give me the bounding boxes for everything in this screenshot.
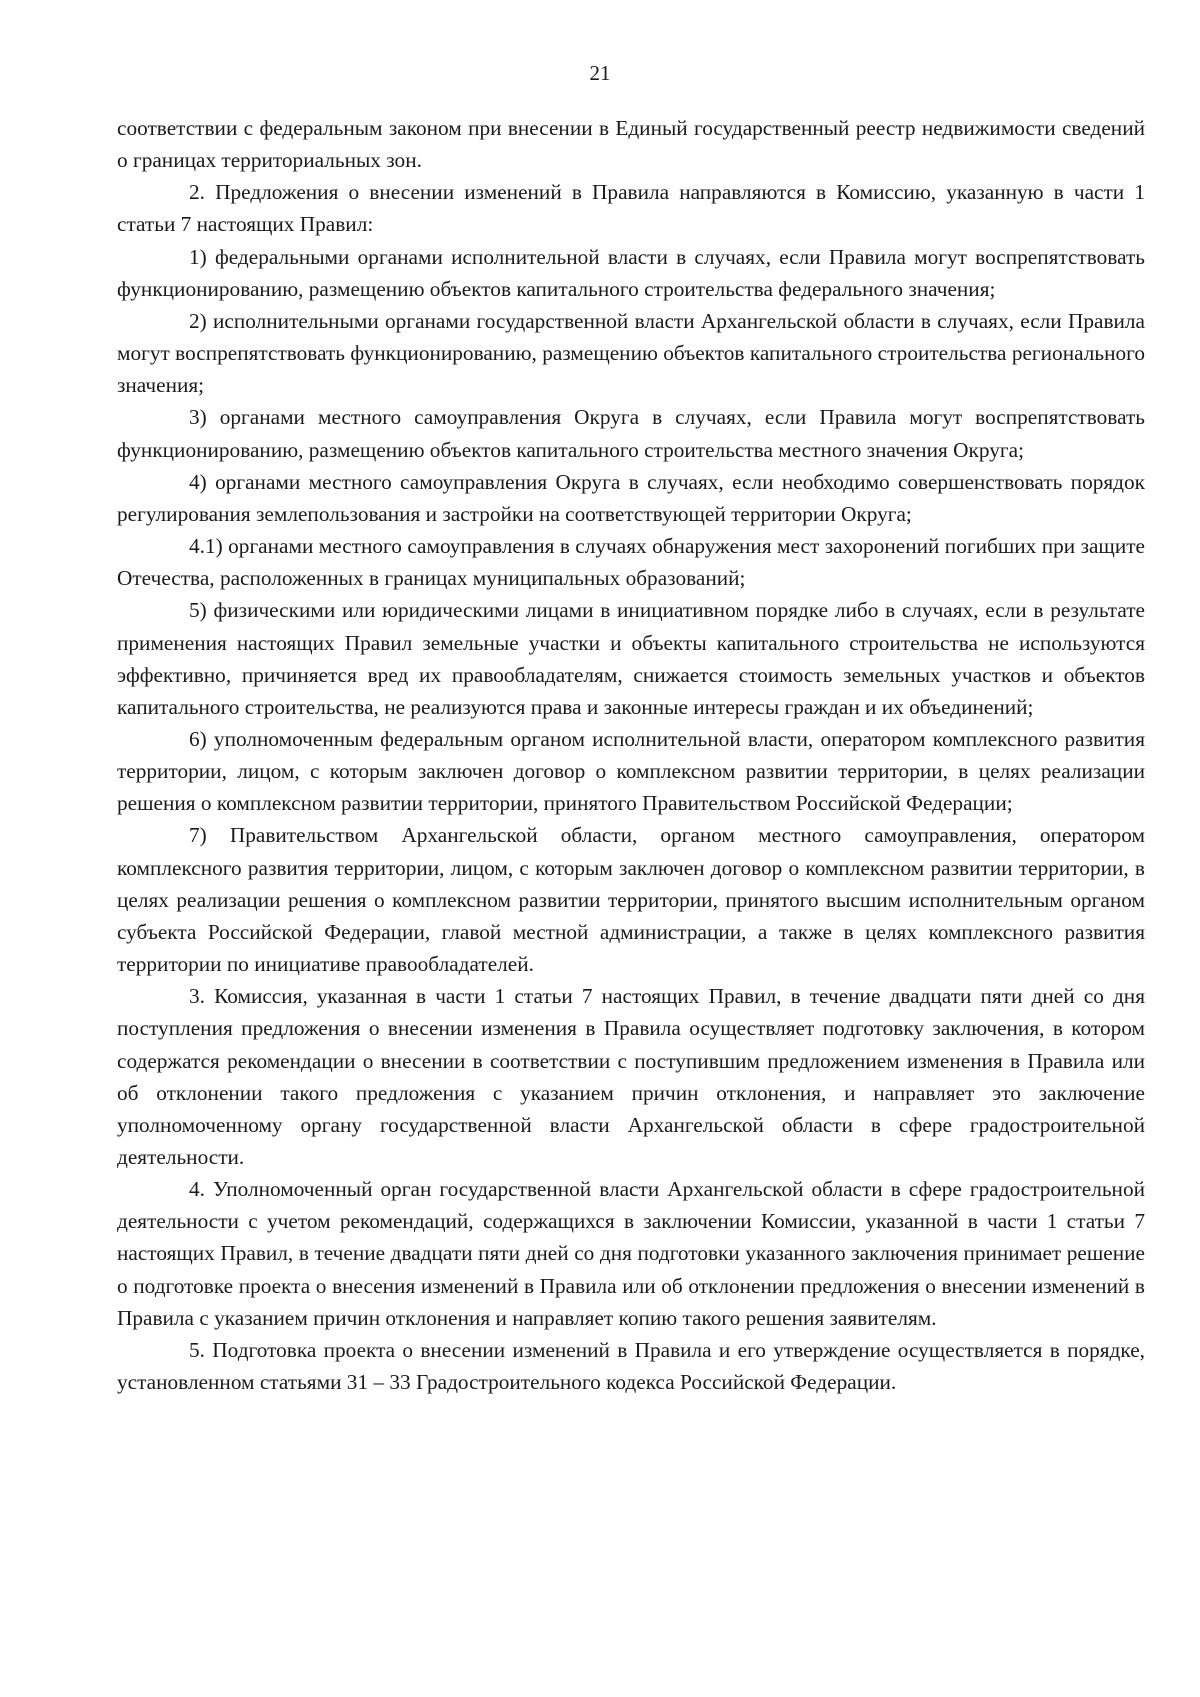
list-item-1: 1) федеральными органами исполнительной власти в случаях, если Правила могут воспрепятствовать функционированию, размещению объектов капитального строительства федерального значения; <box>117 244 1145 301</box>
paragraph-item-5: 5. Подготовка проекта о внесении изменений в Правила и его утверждение осуществляется в порядке, установленном статьями 31 – 33 Градостроительного кодекса Российской Федерации. <box>117 1337 1145 1395</box>
paragraph-item-4: 4. Уполномоченный орган государственной власти Архангельской области в сфере градостроительной деятельности с учетом рекомендаций, содержащихся в заключении Комиссии, указанной в части 1 статьи 7 настоящих Правил, в течение двадцати пяти дней со дня подготовки указанного заключения принимает решение о подготовке проекта о внесения изменений в Правила или об отклонении предложения о внесении изменений в Правила с указанием причин отклонения и направляет копию такого решения заявителям. <box>117 1177 1145 1330</box>
list-item-3: 3) органами местного самоуправления Округа в случаях, если Правила могут воспрепятствовать функционированию, размещению объектов капитального строительства местного значения Округа; <box>117 405 1145 462</box>
list-item-5: 5) физическими или юридическими лицами в инициативном порядке либо в случаях, если в результате применения настоящих Правил земельные участки и объекты капитального строительства не используются эффективно, причиняется вред их правообладателям, снижается стоимость земельных участков и объектов капитального строительства, не реализуются права и законные интересы граждан и их объединений; <box>117 598 1145 719</box>
list-item-4: 4) органами местного самоуправления Округа в случаях, если необходимо совершенствовать порядок регулирования землепользования и застройки на соответствующей территории Округа; <box>117 469 1145 526</box>
list-item-6: 6) уполномоченным федеральным органом исполнительной власти, оператором комплексного развития территории, лицом, с которым заключен договор о комплексном развитии территории, в целях реализации решения о комплексном развитии территории, принятого Правительством Российской Федерации; <box>117 726 1145 816</box>
paragraph-item-3: 3. Комиссия, указанная в части 1 статьи 7 настоящих Правил, в течение двадцати пяти дней со дня поступления предложения о внесении изменения в Правила осуществляет подготовку заключения, в котором содержатся рекомендации о внесении в соответствии с поступившим предложением изменения в Правила или об отклонении такого предложения с указанием причин отклонения, и направляет это заключение уполномоченному органу государственной власти Архангельской области в сфере градостроительной деятельности. <box>117 984 1145 1169</box>
page-number: 21 <box>589 61 611 85</box>
list-item-7: 7) Правительством Архангельской области, органом местного самоуправления, оператором комплексного развития территории, лицом, с которым заключен договор о комплексном развитии территории, в целях реализации решения о комплексном развитии территории, принятого высшим исполнительным органом субъекта Российской Федерации, главой местной администрации, а также в целях комплексного развития территории по инициативе правообладателей. <box>117 823 1145 977</box>
paragraph-continuation: соответствии с федеральным законом при внесении в Единый государственный реестр недвижимости сведений о границах территориальных зон. <box>117 116 1145 173</box>
paragraph-item-2: 2. Предложения о внесении изменений в Правила направляются в Комиссию, указанную в части 1 статьи 7 настоящих Правил: <box>117 180 1145 237</box>
list-item-2: 2) исполнительными органами государственной власти Архангельской области в случаях, если Правила могут воспрепятствовать функционированию, размещению объектов капитального строительства регионального значения; <box>117 308 1145 398</box>
list-item-4-1: 4.1) органами местного самоуправления в случаях обнаружения мест захоронений погибших при защите Отечества, расположенных в границах муниципальных образований; <box>117 534 1145 591</box>
document-body <box>117 112 1145 1398</box>
